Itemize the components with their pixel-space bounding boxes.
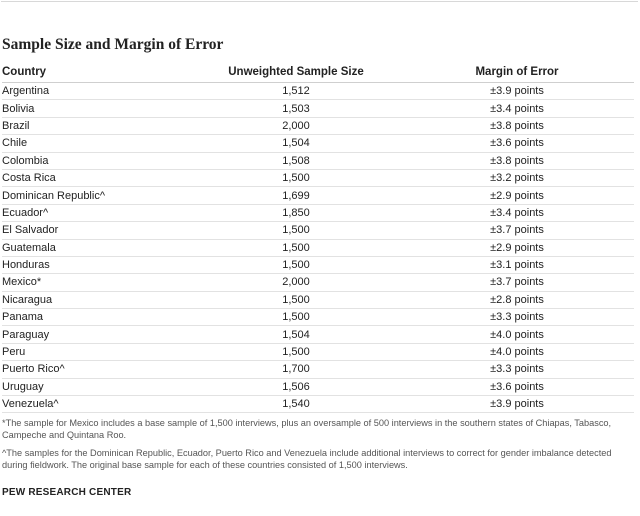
cell-margin-of-error: ±2.8 points	[400, 291, 634, 308]
cell-sample-size: 1,504	[192, 326, 400, 343]
cell-sample-size: 1,500	[192, 343, 400, 360]
table-row	[2, 169, 634, 186]
cell-sample-size: 1,500	[192, 239, 400, 256]
cell-country: Colombia	[2, 152, 192, 169]
cell-sample-size: 2,000	[192, 117, 400, 134]
table-row	[2, 135, 634, 152]
cell-country: Mexico*	[2, 274, 192, 291]
cell-sample-size: 1,500	[192, 309, 400, 326]
table-row	[2, 291, 634, 308]
cell-country: Paraguay	[2, 326, 192, 343]
cell-country: El Salvador	[2, 222, 192, 239]
footnote-mexico: *The sample for Mexico includes a base sample of 1,500 interviews, plus an oversample of 500 interviews in the southern states of Chiapas, Tabasco, Campeche and Quintana Roo.	[2, 418, 612, 440]
cell-country: Brazil	[2, 117, 192, 134]
cell-margin-of-error: ±3.3 points	[400, 309, 634, 326]
cell-sample-size: 1,500	[192, 291, 400, 308]
cell-margin-of-error: ±2.9 points	[400, 239, 634, 256]
cell-sample-size: 1,500	[192, 169, 400, 186]
cell-margin-of-error: ±3.4 points	[400, 100, 634, 117]
table-row	[2, 187, 634, 204]
cell-margin-of-error: ±3.8 points	[400, 117, 634, 134]
table-row	[2, 222, 634, 239]
cell-margin-of-error: ±3.7 points	[400, 274, 634, 291]
table-row	[2, 117, 634, 134]
cell-country: Nicaragua	[2, 291, 192, 308]
cell-country: Ecuador^	[2, 204, 192, 221]
cell-margin-of-error: ±3.1 points	[400, 256, 634, 273]
cell-margin-of-error: ±3.2 points	[400, 169, 634, 186]
table-row	[2, 239, 634, 256]
cell-country: Dominican Republic^	[2, 187, 192, 204]
footnotes	[2, 418, 638, 478]
cell-country: Honduras	[2, 256, 192, 273]
cell-country: Argentina	[2, 83, 192, 100]
cell-sample-size: 1,850	[192, 204, 400, 221]
cell-country: Venezuela^	[2, 396, 192, 413]
cell-sample-size: 1,504	[192, 135, 400, 152]
cell-margin-of-error: ±3.9 points	[400, 83, 634, 100]
cell-margin-of-error: ±2.9 points	[400, 187, 634, 204]
table-row	[2, 396, 634, 413]
cell-sample-size: 1,512	[192, 83, 400, 100]
cell-sample-size: 1,500	[192, 222, 400, 239]
top-divider	[1, 1, 638, 2]
table-row	[2, 326, 634, 343]
cell-margin-of-error: ±3.6 points	[400, 378, 634, 395]
table-row	[2, 378, 634, 395]
cell-country: Chile	[2, 135, 192, 152]
source-credit: PEW RESEARCH CENTER	[2, 487, 132, 498]
cell-sample-size: 1,699	[192, 187, 400, 204]
cell-country: Costa Rica	[2, 169, 192, 186]
cell-sample-size: 1,508	[192, 152, 400, 169]
header-sample-size: Unweighted Sample Size	[192, 65, 400, 83]
table-row	[2, 83, 634, 100]
sample-size-table	[2, 65, 634, 413]
cell-country: Uruguay	[2, 378, 192, 395]
cell-margin-of-error: ±3.3 points	[400, 361, 634, 378]
cell-sample-size: 1,540	[192, 396, 400, 413]
header-country: Country	[2, 65, 192, 83]
cell-sample-size: 2,000	[192, 274, 400, 291]
table-row	[2, 152, 634, 169]
table-header-row	[2, 65, 634, 83]
cell-sample-size: 1,506	[192, 378, 400, 395]
table-row	[2, 343, 634, 360]
cell-margin-of-error: ±3.8 points	[400, 152, 634, 169]
cell-margin-of-error: ±3.7 points	[400, 222, 634, 239]
cell-country: Guatemala	[2, 239, 192, 256]
table-row	[2, 204, 634, 221]
cell-margin-of-error: ±3.9 points	[400, 396, 634, 413]
table-row	[2, 256, 634, 273]
cell-sample-size: 1,503	[192, 100, 400, 117]
table-row	[2, 309, 634, 326]
cell-sample-size: 1,700	[192, 361, 400, 378]
page-title: Sample Size and Margin of Error	[2, 36, 224, 53]
cell-margin-of-error: ±3.4 points	[400, 204, 634, 221]
cell-country: Panama	[2, 309, 192, 326]
table-row	[2, 274, 634, 291]
table-row	[2, 361, 634, 378]
cell-margin-of-error: ±4.0 points	[400, 326, 634, 343]
footnote-gender-imbalance: ^The samples for the Dominican Republic, Ecuador, Puerto Rico and Venezuela include additional interviews to correct for gender imbalance detected during fieldwork. The original base sample for each of these countries consisted of 1,500 interviews.	[2, 448, 612, 470]
cell-margin-of-error: ±4.0 points	[400, 343, 634, 360]
cell-sample-size: 1,500	[192, 256, 400, 273]
header-margin-of-error: Margin of Error	[400, 65, 634, 83]
cell-country: Peru	[2, 343, 192, 360]
table-row	[2, 100, 634, 117]
cell-margin-of-error: ±3.6 points	[400, 135, 634, 152]
cell-country: Puerto Rico^	[2, 361, 192, 378]
cell-country: Bolivia	[2, 100, 192, 117]
